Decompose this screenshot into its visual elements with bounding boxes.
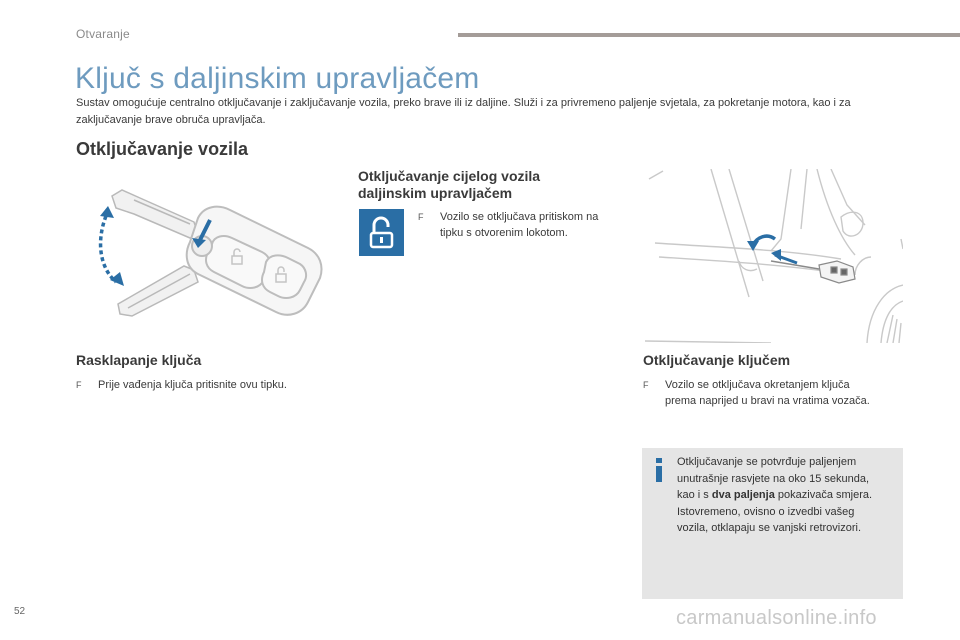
bullet-mark: F [643,380,649,390]
fold-key-bullet [76,377,346,393]
remote-unlock-heading-line1: Otključavanje cijelog vozila [358,168,541,184]
remote-unlock-bullet [418,209,628,241]
intro-paragraph: Sustav omogućuje centralno otključavanje i zaključavanje vozila, preko brave ili iz daljine. Služi i za privremeno paljenje svjetala, za pokretanje motora, kao i za zaključavanje brave obruča upravljača. [76,97,851,126]
header-divider-bar [458,33,960,37]
key-unlock-text-line1: Vozilo se otključava okretanjem ključa [665,379,850,391]
open-padlock-icon [359,209,404,256]
remote-unlock-text-line1: Vozilo se otključava pritiskom na [440,211,599,223]
info-line [677,487,897,504]
page-number: 52 [14,606,26,617]
info-line3-post: pokazivača smjera. [774,489,873,501]
open-padlock-glyph [359,209,404,256]
key-unlock-bullet [643,377,923,409]
info-box [642,448,903,599]
bullet-mark: F [76,380,82,390]
bullet-mark: F [418,212,424,222]
info-text [677,454,897,537]
key-fob-illustration [94,182,330,332]
info-line: Istovremeno, ovisno o izvedbi vašeg [677,505,855,518]
remote-unlock-heading [358,168,540,202]
info-glyph [654,458,664,482]
main-heading: Otključavanje vozila [76,139,249,159]
car-door-icon [641,169,903,343]
remote-unlock-text-line2: tipku s otvorenim lokotom. [440,227,568,239]
info-line: Otključavanje se potvrđuje paljenjem [677,456,857,468]
key-unlock-heading: Otključavanje ključem [643,352,791,368]
key-unlock-text-line2: prema naprijed u bravi na vratima vozača. [665,395,870,407]
info-icon [654,458,664,482]
remote-unlock-heading-line2: daljinskim upravljačem [358,185,513,201]
page-title: Ključ s daljinskim upravljačem [75,62,480,95]
info-line: unutrašnje rasvjete na oko 15 sekunda, [677,472,870,485]
section-label: Otvaranje [76,27,130,41]
info-line: vozila, otklapaju se vanjski retrovizori. [677,522,862,534]
fold-key-heading: Rasklapanje ključa [76,352,202,368]
fold-key-text: Prije vađenja ključa pritisnite ovu tipku. [98,379,287,391]
key-fob-icon [94,182,330,332]
watermark: carmanualsonline.info [676,607,877,629]
info-line3-bold: dva paljenja [711,489,775,501]
info-line3-pre: kao i s [677,489,712,501]
car-door-illustration [641,169,903,343]
